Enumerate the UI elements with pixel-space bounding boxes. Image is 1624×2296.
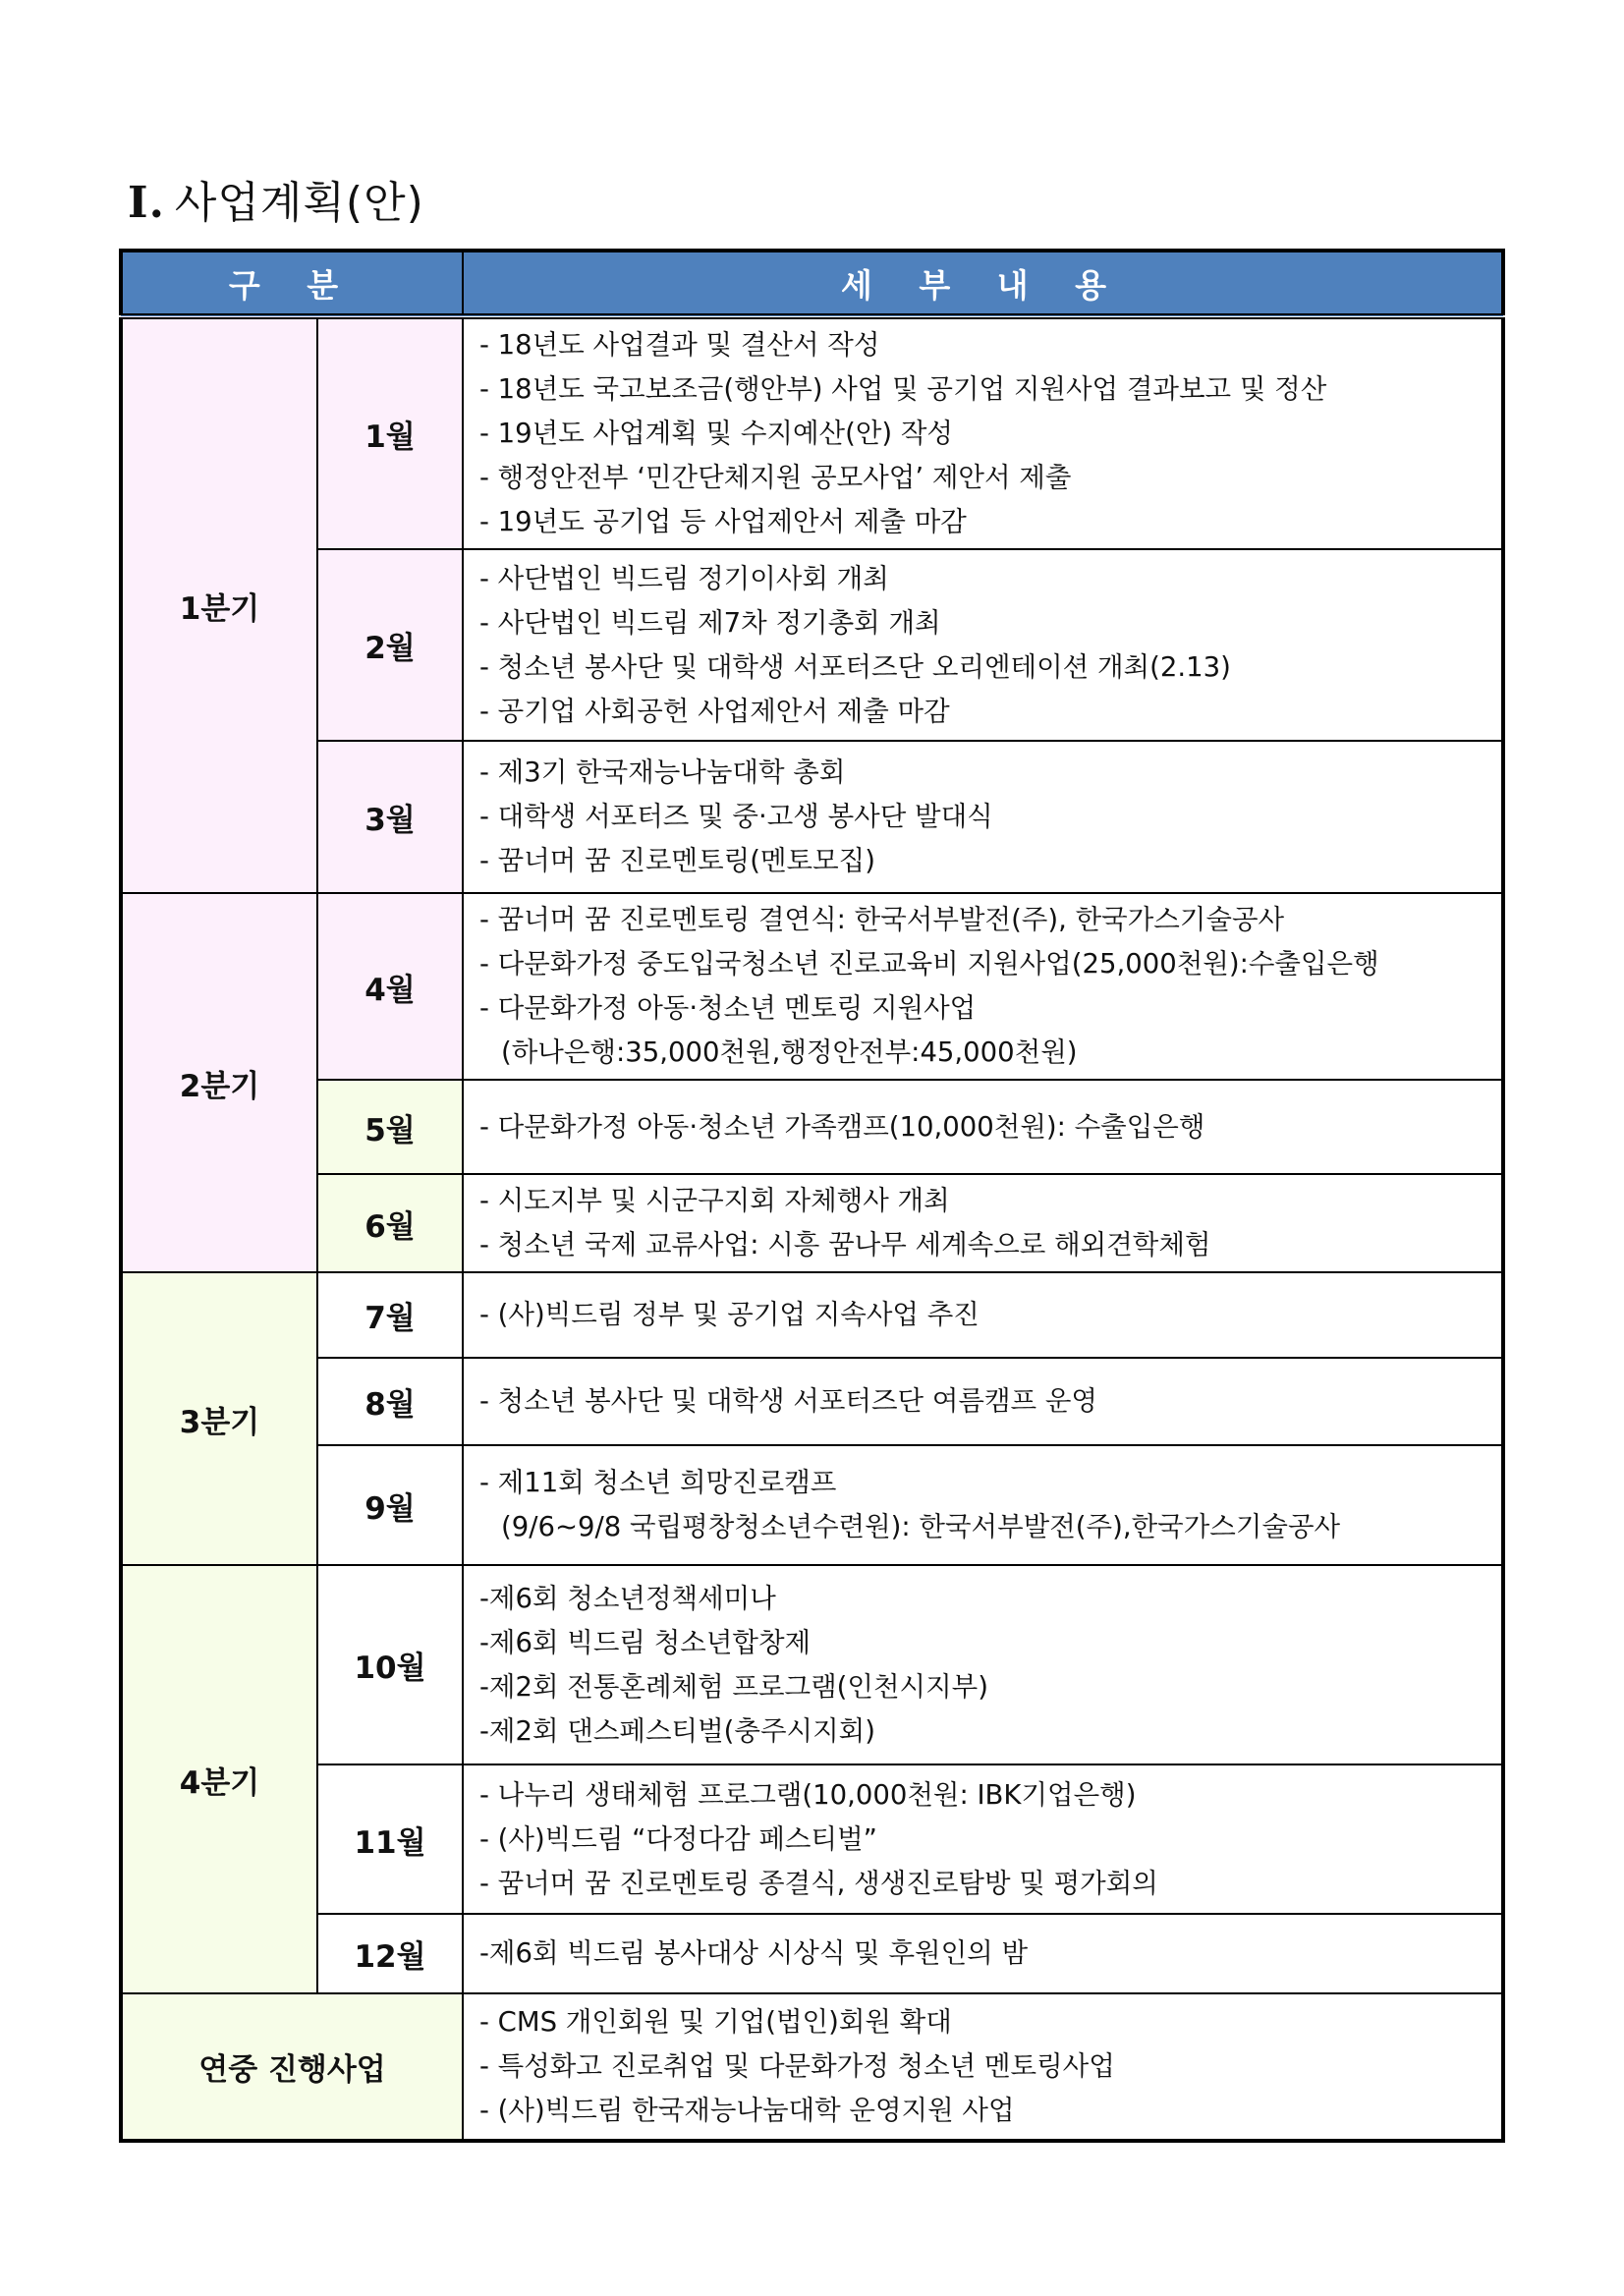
list-item: - 18년도 사업결과 및 결산서 작성: [479, 329, 880, 361]
list-item: - 사단법인 빅드림 제7차 정기총회 개최: [479, 606, 941, 639]
quarter-cell-q1: 1분기: [121, 316, 317, 893]
header-details: 세 부 내 용: [463, 251, 1503, 316]
month-cell-nov: 11월: [317, 1764, 463, 1914]
list-item: - 공기업 사회공헌 사업제안서 제출 마감: [479, 695, 950, 727]
quarter-cell-q3: 3분기: [121, 1272, 317, 1565]
month-cell-jul: 7월: [317, 1272, 463, 1358]
month-cell-may: 5월: [317, 1080, 463, 1174]
table-row: [121, 1565, 1503, 1764]
table-row: [121, 1358, 1503, 1445]
table-row: [121, 549, 1503, 741]
header-category: 구 분: [121, 251, 463, 316]
list-item: -제6회 빅드림 봉사대상 시상식 및 후원인의 밤: [479, 1937, 1029, 1969]
list-item: (9/6~9/8 국립평창청소년수련원): 한국서부발전(주),한국가스기술공사: [501, 1511, 1341, 1542]
content-cell-jan: [463, 316, 1503, 549]
content-cell-oct: [463, 1565, 1503, 1764]
page-title: [128, 167, 424, 230]
list-item: - 제11회 청소년 희망진로캠프: [479, 1467, 837, 1498]
list-item: -제2회 전통혼례체험 프로그램(인천시지부): [479, 1670, 988, 1703]
quarter-cell-q2: 2분기: [121, 893, 317, 1272]
list-item: - 청소년 국제 교류사업: 시흥 꿈나무 세계속으로 해외견학체험: [479, 1229, 1211, 1260]
list-item: - 다문화가정 중도입국청소년 진로교육비 지원사업(25,000천원):수출입은행: [479, 948, 1379, 980]
section-number: Ⅰ.: [128, 178, 165, 228]
content-cell-jul: [463, 1272, 1503, 1358]
table-row: [121, 893, 1503, 1080]
table-row: [121, 1174, 1503, 1272]
list-item: - (사)빅드림 한국재능나눔대학 운영지원 사업: [479, 2095, 1015, 2126]
list-item: - 나누리 생태체험 프로그램(10,000천원: IBK기업은행): [479, 1778, 1137, 1811]
content-cell-jun: [463, 1174, 1503, 1272]
list-item: - 꿈너머 꿈 진로멘토링 종결식, 생생진로탐방 및 평가회의: [479, 1867, 1158, 1899]
list-item: - 19년도 공기업 등 사업제안서 제출 마감: [479, 506, 967, 537]
table-row: [121, 1445, 1503, 1565]
list-item: - 꿈너머 꿈 진로멘토링(멘토모집): [479, 845, 875, 876]
table-row: [121, 316, 1503, 549]
list-item: - 제3기 한국재능나눔대학 총회: [479, 756, 846, 788]
list-item: - 청소년 봉사단 및 대학생 서포터즈단 여름캠프 운영: [479, 1385, 1097, 1417]
section-title: 사업계획(안): [174, 178, 424, 228]
business-plan-table: [119, 249, 1505, 2143]
quarter-cell-q4: 4분기: [121, 1565, 317, 1993]
content-cell-mar: [463, 741, 1503, 893]
list-item: - 대학생 서포터즈 및 중·고생 봉사단 발대식: [479, 801, 993, 832]
table-row: [121, 1080, 1503, 1174]
list-item: - 18년도 국고보조금(행안부) 사업 및 공기업 지원사업 결과보고 및 정산: [479, 373, 1327, 405]
list-item: - 꿈너머 꿈 진로멘토링 결연식: 한국서부발전(주), 한국가스기술공사: [479, 904, 1285, 935]
content-cell-feb: [463, 549, 1503, 741]
month-cell-oct: 10월: [317, 1565, 463, 1764]
month-cell-apr: 4월: [317, 893, 463, 1080]
list-item: - CMS 개인회원 및 기업(법인)회원 확대: [479, 2006, 952, 2038]
list-item: - 다문화가정 아동·청소년 가족캠프(10,000천원): 수출입은행: [479, 1110, 1205, 1143]
content-cell-dec: [463, 1914, 1503, 1993]
table-row: [121, 1272, 1503, 1358]
month-cell-dec: 12월: [317, 1914, 463, 1993]
list-item: - 특성화고 진로취업 및 다문화가정 청소년 멘토링사업: [479, 2050, 1115, 2082]
month-cell-mar: 3월: [317, 741, 463, 893]
list-item: -제6회 청소년정책세미나: [479, 1582, 776, 1614]
list-item: (하나은행:35,000천원,행정안전부:45,000천원): [501, 1036, 1078, 1068]
month-cell-aug: 8월: [317, 1358, 463, 1445]
month-cell-jan: 1월: [317, 316, 463, 549]
list-item: - 시도지부 및 시군구지회 자체행사 개최: [479, 1185, 950, 1216]
list-item: -제6회 빅드림 청소년합창제: [479, 1626, 812, 1658]
month-cell-jun: 6월: [317, 1174, 463, 1272]
list-item: - 사단법인 빅드림 정기이사회 개최: [479, 562, 889, 594]
table-row: [121, 1764, 1503, 1914]
content-cell-apr: [463, 893, 1503, 1080]
list-item: -제2회 댄스페스티벌(충주시지회): [479, 1714, 875, 1747]
list-item: - (사)빅드림 정부 및 공기업 지속사업 추진: [479, 1299, 980, 1330]
list-item: - (사)빅드림 “다정다감 페스티벌”: [479, 1822, 877, 1855]
list-item: - 19년도 사업계획 및 수지예산(안) 작성: [479, 418, 953, 449]
content-cell-sep: [463, 1445, 1503, 1565]
table-header-row: [121, 251, 1503, 316]
month-cell-sep: 9월: [317, 1445, 463, 1565]
content-cell-aug: [463, 1358, 1503, 1445]
yearround-cell: 연중 진행사업: [121, 1993, 463, 2141]
content-cell-yearround: [463, 1993, 1503, 2141]
content-cell-nov: [463, 1764, 1503, 1914]
table-row: [121, 1993, 1503, 2141]
table-row: [121, 741, 1503, 893]
month-cell-feb: 2월: [317, 549, 463, 741]
table-row: [121, 1914, 1503, 1993]
list-item: - 행정안전부 ‘민간단체지원 공모사업’ 제안서 제출: [479, 462, 1072, 493]
content-cell-may: [463, 1080, 1503, 1174]
list-item: - 다문화가정 아동·청소년 멘토링 지원사업: [479, 992, 977, 1024]
list-item: - 청소년 봉사단 및 대학생 서포터즈단 오리엔테이션 개최(2.13): [479, 650, 1231, 683]
